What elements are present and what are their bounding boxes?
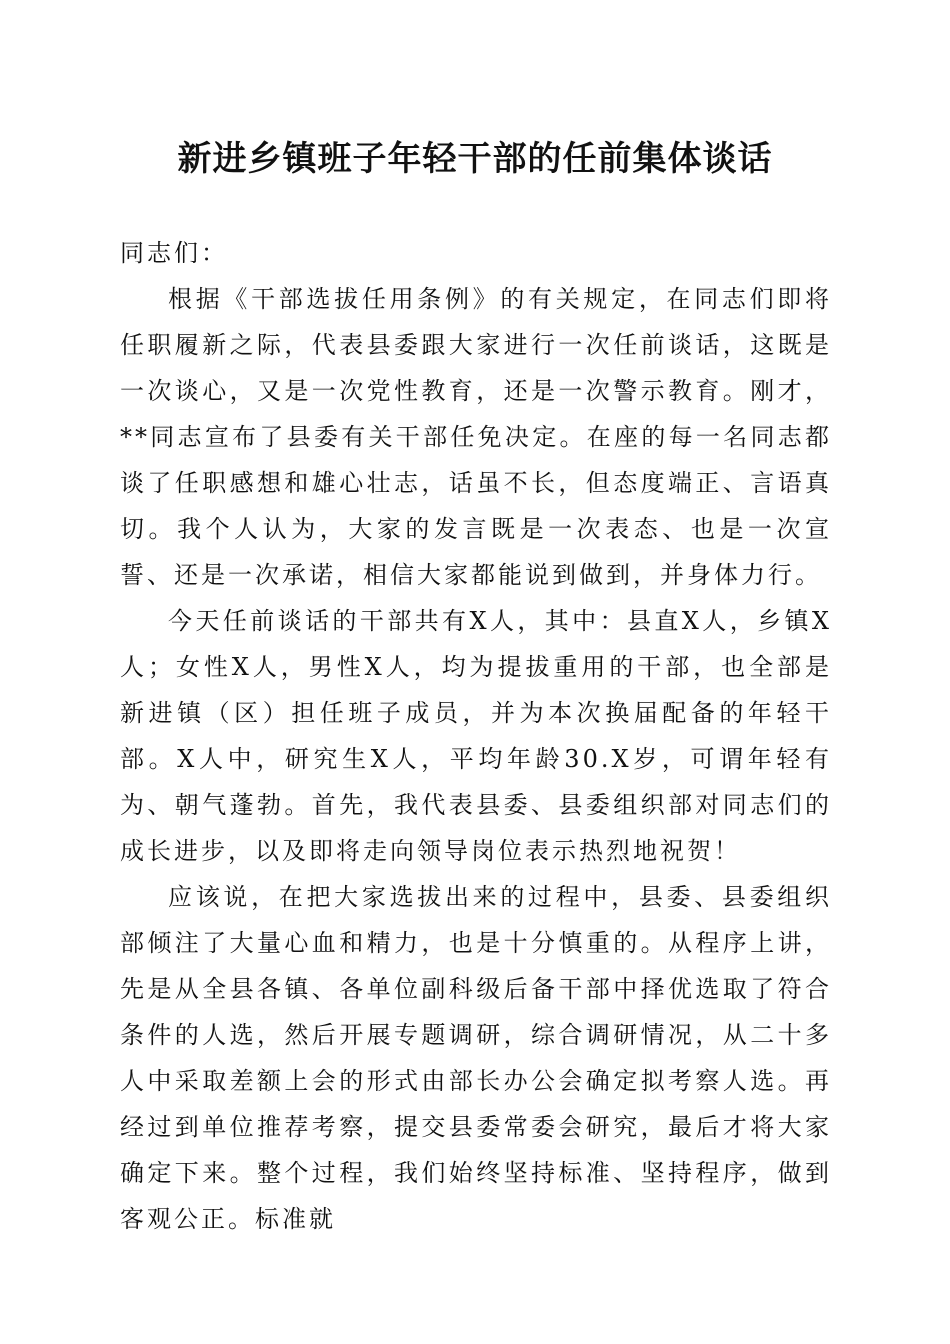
paragraph-1: 根据《干部选拔任用条例》的有关规定，在同志们即将任职履新之际，代表县委跟大家进行一次任前谈话，这既是一次谈心，又是一次党性教育，还是一次警示教育。刚才，**同志宣布了县委有关干部任免决定。在座的每一名同志都谈了任职感想和雄心壮志，话虽不长，但态度端正、言语真切。我个人认为，大家的发言既是一次表态、也是一次宣誓、还是一次承诺，相信大家都能说到做到，并身体力行。 (120, 285, 832, 589)
salutation: 同志们： (120, 239, 228, 267)
document-body (120, 230, 832, 1242)
paragraph-3: 应该说，在把大家选拔出来的过程中，县委、县委组织部倾注了大量心血和精力，也是十分慎重的。从程序上讲，先是从全县各镇、各单位副科级后备干部中择优选取了符合条件的人选，然后开展专题调研，综合调研情况，从二十多人中采取差额上会的形式由部长办公会确定拟考察人选。再经过到单位推荐考察，提交县委常委会研究，最后才将大家确定下来。整个过程，我们始终坚持标准、坚持程序，做到客观公正。标准就 (120, 883, 832, 1233)
document-title: 新进乡镇班子年轻干部的任前集体谈话 (177, 139, 773, 179)
paragraph-2: 今天任前谈话的干部共有X人，其中：县直X人，乡镇X人；女性X人，男性X人，均为提拔重用的干部，也全部是新进镇（区）担任班子成员，并为本次换届配备的年轻干部。X人中，研究生X人，平均年龄30.X岁，可谓年轻有为、朝气蓬勃。首先，我代表县委、县委组织部对同志们的成长进步，以及即将走向领导岗位表示热烈地祝贺！ (120, 607, 832, 865)
